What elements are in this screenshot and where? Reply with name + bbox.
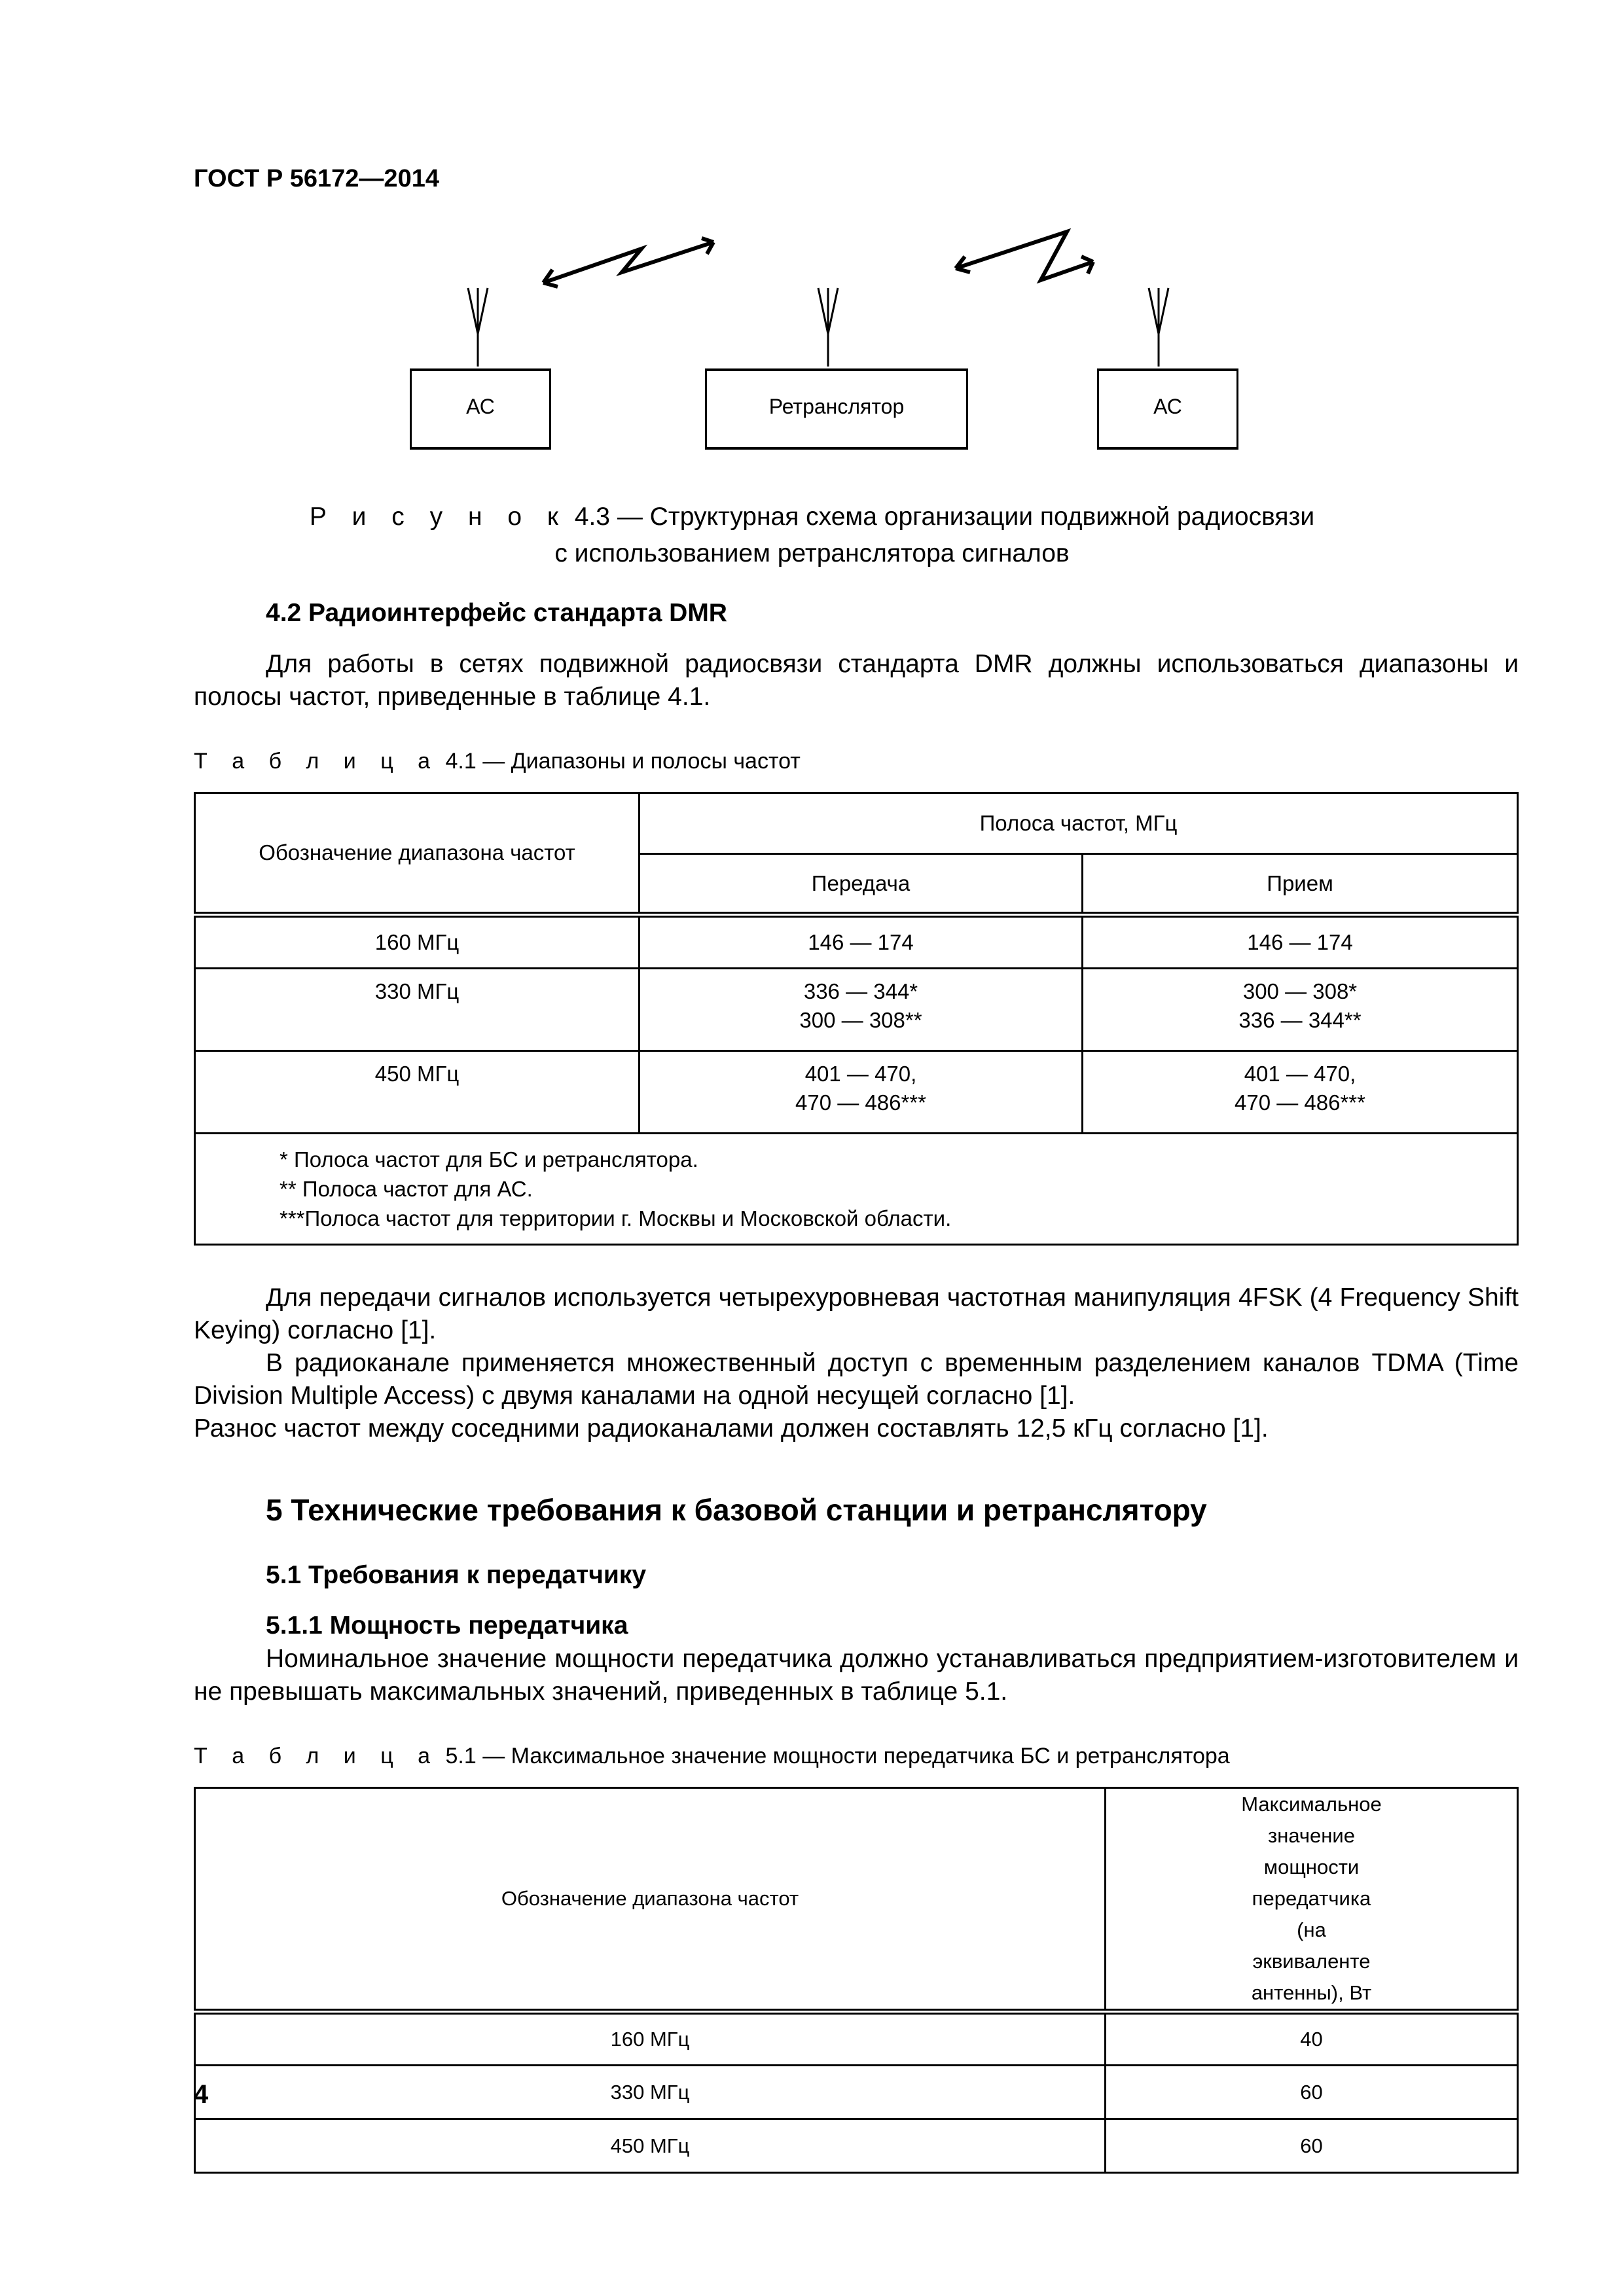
box-label: АС xyxy=(1153,395,1182,418)
cell-tx xyxy=(640,1051,1083,1134)
value: 300 — 308** xyxy=(799,1008,922,1032)
header-power: Максимальное значение мощности передатчика (на эквиваленте антенны), Вт xyxy=(1106,1788,1518,2012)
paragraph: Номинальное значение мощности передатчика должно устанавливаться предприятием-изготовителем и не превышать максимальных значений, приведенных в таблице 5.1. xyxy=(194,1645,1519,1706)
paragraph: В радиоканале применяется множественный доступ с временным разделением каналов TDMA (Time Division Multiple Access) с двумя каналами на одной несущей согласно [1]. xyxy=(194,1349,1519,1410)
diagram-box-ac-left xyxy=(410,368,551,450)
cell-band: 330 МГц xyxy=(195,969,640,1051)
section-heading: 5.1 Требования к передатчику xyxy=(266,1561,647,1589)
note: ** Полоса частот для АС. xyxy=(280,1177,533,1201)
cell-tx: 146 — 174 xyxy=(640,915,1083,969)
caption-line: 4.3 — Структурная схема организации подвижной радиосвязи xyxy=(574,503,1315,531)
cell-power: 40 xyxy=(1106,2012,1518,2066)
header-tx: Передача xyxy=(640,854,1083,915)
cell-band: 330 МГц xyxy=(195,2066,1106,2119)
value: 336 — 344* xyxy=(803,979,918,1003)
cell-band: 450 МГц xyxy=(195,1051,640,1134)
cell-rx xyxy=(1083,969,1518,1051)
table-notes xyxy=(195,1134,1518,1245)
caption-prefix: Т а б л и ц а xyxy=(194,749,440,774)
header-band: Обозначение диапазона частот xyxy=(195,793,640,915)
table-row xyxy=(195,2012,1518,2066)
figure-caption xyxy=(0,499,1624,572)
document-header: ГОСТ Р 56172—2014 xyxy=(194,165,439,192)
caption-line: с использованием ретранслятора сигналов xyxy=(554,539,1070,567)
value: 470 — 486*** xyxy=(795,1090,926,1115)
table-row xyxy=(195,915,1518,969)
value: 336 — 344** xyxy=(1238,1008,1362,1032)
cell-power: 60 xyxy=(1106,2066,1518,2119)
table-4-1 xyxy=(194,792,1519,1246)
table-5-1 xyxy=(194,1787,1519,2174)
box-label: Ретранслятор xyxy=(768,395,905,418)
caption-prefix: Р и с у н о к xyxy=(309,503,568,531)
chapter-heading: 5 Технические требования к базовой станции и ретранслятору xyxy=(266,1493,1207,1527)
cell-band: 450 МГц xyxy=(195,2119,1106,2173)
value: 300 — 308* xyxy=(1242,979,1358,1003)
cell-rx xyxy=(1083,1051,1518,1134)
caption-text: 5.1 — Максимальное значение мощности передатчика БС и ретранслятора xyxy=(445,1744,1230,1768)
value: 401 — 470, xyxy=(804,1062,917,1086)
cell-tx xyxy=(640,969,1083,1051)
subsection-heading: 5.1.1 Мощность передатчика xyxy=(266,1611,628,1640)
table-row xyxy=(195,2066,1518,2119)
header-rx: Прием xyxy=(1083,854,1518,915)
body-text xyxy=(194,1282,1519,1445)
diagram-box-ac-right xyxy=(1097,368,1238,450)
table-row xyxy=(195,1051,1518,1134)
table-caption xyxy=(194,749,801,774)
table-row xyxy=(195,2119,1518,2173)
caption-prefix: Т а б л и ц а xyxy=(194,1744,440,1768)
page-number: 4 xyxy=(194,2080,209,2109)
cell-rx: 146 — 174 xyxy=(1083,915,1518,969)
cell-band: 160 МГц xyxy=(195,915,640,969)
header-band: Обозначение диапазона частот xyxy=(195,1788,1106,2012)
paragraph: Разнос частот между соседними радиоканалами должен составлять 12,5 кГц согласно [1]. xyxy=(194,1414,1269,1443)
note: * Полоса частот для БС и ретранслятора. xyxy=(280,1147,698,1172)
value: 470 — 486*** xyxy=(1235,1090,1365,1115)
table-caption xyxy=(194,1744,1230,1769)
section-heading: 4.2 Радиоинтерфейс стандарта DMR xyxy=(266,599,727,627)
value: 401 — 470, xyxy=(1244,1062,1356,1086)
note: ***Полоса частот для территории г. Москвы и Московской области. xyxy=(280,1206,952,1230)
caption-text: 4.1 — Диапазоны и полосы частот xyxy=(445,749,801,774)
cell-band: 160 МГц xyxy=(195,2012,1106,2066)
diagram-box-repeater xyxy=(705,368,968,450)
paragraph: Для работы в сетях подвижной радиосвязи стандарта DMR должны использоваться диапазоны и полосы частот, приведенные в таблице 4.1. xyxy=(194,650,1519,711)
paragraph: Для передачи сигналов используется четырехуровневая частотная манипуляция 4FSK (4 Frequency Shift Keying) согласно [1]. xyxy=(194,1283,1519,1344)
cell-power: 60 xyxy=(1106,2119,1518,2173)
table-row xyxy=(195,969,1518,1051)
box-label: АС xyxy=(466,395,495,418)
header-freq: Полоса частот, МГц xyxy=(640,793,1518,854)
